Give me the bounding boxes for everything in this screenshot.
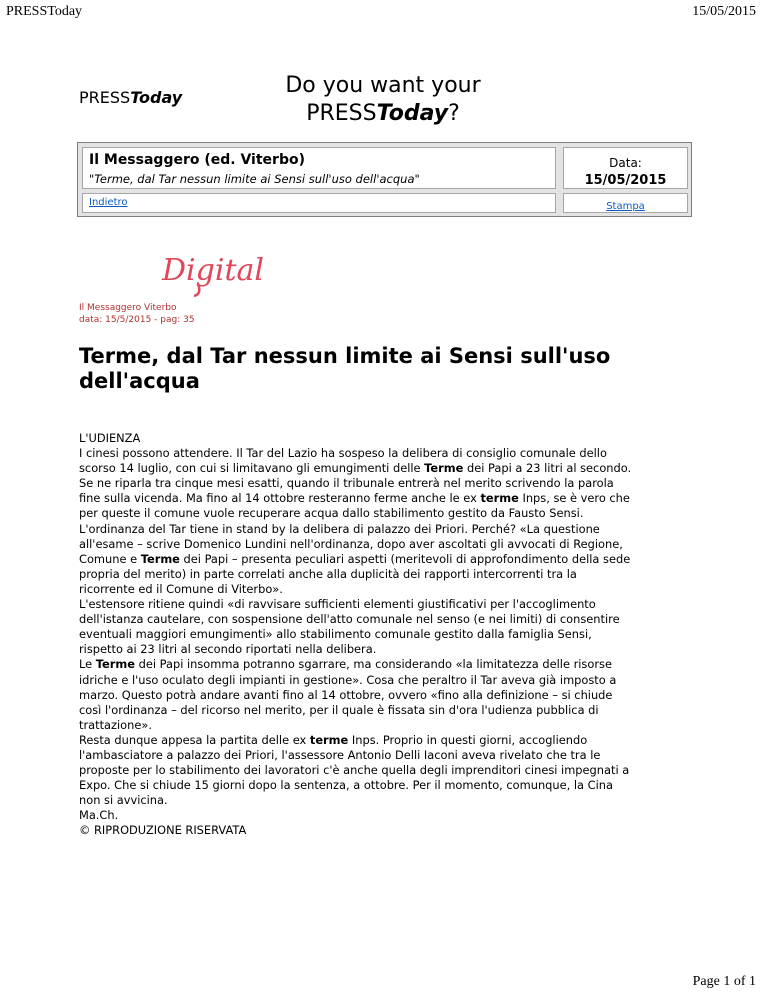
print-link[interactable]: Stampa — [606, 201, 645, 212]
source-line-1: Il Messaggero Viterbo — [79, 303, 177, 313]
publication-name: Il Messaggero (ed. Viterbo) — [89, 152, 305, 168]
article-paragraph: Le Terme dei Papi insomma potranno sgarrare, ma considerando «la limitatezza delle risorse idriche e l'uso oculato degli impianti in gestione». Cosa che peraltro il Tar aveva già imposto a marzo. Questo potrà andare avanti fino al 14 ottobre, ovvero «fino alla definizione – si chiude così l'ordinanza – del ricorso nel merito, per il quale è fissata sin d'ora l'udienza pubblica di trattazione». — [79, 657, 617, 732]
article-title: Terme, dal Tar nessun limite ai Sensi sull'uso dell'acqua — [79, 344, 611, 393]
article-paragraph: L'UDIENZA — [79, 431, 141, 445]
digital-logo — [158, 242, 270, 298]
promo-line2: PRESSToday? — [306, 101, 460, 126]
publication-cell — [82, 147, 556, 189]
date-label: Data: — [609, 156, 642, 170]
article-paragraph: © RIPRODUZIONE RISERVATA — [79, 823, 247, 838]
back-link[interactable]: Indietro — [89, 197, 128, 208]
print-header — [0, 0, 768, 24]
article-paragraph: L'ordinanza del Tar tiene in stand by la delibera di palazzo dei Priori. Perché? «La questione all'esame – scrive Domenico Lundini nell'ordinanza, dopo aver ascoltati gli avvocati di Regione, Comune e Terme dei Papi – presenta peculiari aspetti (meritevoli di approfondimento della sede propria del merito) in parte correlati anche alla duplicità dei rapporti intercorrenti tra la ricorrente ed il Comune di Viterbo». — [79, 521, 631, 596]
svg-text:Digital: Digital — [162, 253, 264, 288]
source-line-2: data: 15/5/2015 - pag: 35 — [79, 315, 195, 325]
promo-banner[interactable] — [258, 72, 508, 128]
back-cell — [82, 193, 556, 213]
source-info — [79, 302, 195, 326]
print-header-date: 15/05/2015 — [692, 4, 756, 19]
headline-quote: "Terme, dal Tar nessun limite ai Sensi sull'uso dell'acqua" — [89, 172, 420, 186]
date-value: 15/05/2015 — [584, 173, 667, 188]
page-number: Page 1 of 1 — [692, 974, 756, 989]
article-paragraph: I cinesi possono attendere. Il Tar del Lazio ha sospeso la delibera di consiglio comunale dello scorso 14 luglio, con cui si limitavano gli emungimenti delle Terme dei Papi a 23 litri al secondo. Se ne riparla tra cinque mesi esatti, quando il tribunale entrerà nel merito scrivendo la parola fine sulla vicenda. Ma fino al 14 ottobre resteranno ferme anche le ex terme Inps, se è vero che per queste il comune vuole recuperare acqua dallo stabilimento gestito da Fausto Sensi. — [79, 446, 632, 521]
print-header-title: PRESSToday — [6, 4, 83, 19]
article-body — [79, 431, 634, 839]
promo-line1: Do you want your — [285, 73, 481, 98]
date-cell — [563, 147, 688, 189]
article-info-panel — [77, 142, 692, 217]
article-paragraph: L'estensore ritiene quindi «di ravvisare sufficienti elementi giustificativi per l'accoglimento dell'istanza cautelare, con sospensione dell'atto comunale nel senso (e nei limiti) di consentire eventuali maggiori emungimenti» allo stabilimento comunale gestito dalla famiglia Sensi, rispetto ai 23 litri al secondo riportati nella delibera. — [79, 597, 620, 657]
print-cell — [563, 193, 688, 213]
article-paragraph: Resta dunque appesa la partita delle ex terme Inps. Proprio in questi giorni, accogliendo l'ambasciatore a palazzo dei Priori, l'assessore Antonio Delli Iaconi aveva rivelato che tra le proposte per lo stabilimento dei lavoratori c'è anche quella degli imprenditori cinesi impegnati a Expo. Che si chiude 15 giorni dopo la sentenza, a ottobre. Per il momento, comunque, la Cina non si avvicina. — [79, 732, 630, 808]
presstoday-logo: PRESSToday — [79, 88, 183, 107]
article-paragraph: Ma.Ch. — [79, 808, 119, 823]
